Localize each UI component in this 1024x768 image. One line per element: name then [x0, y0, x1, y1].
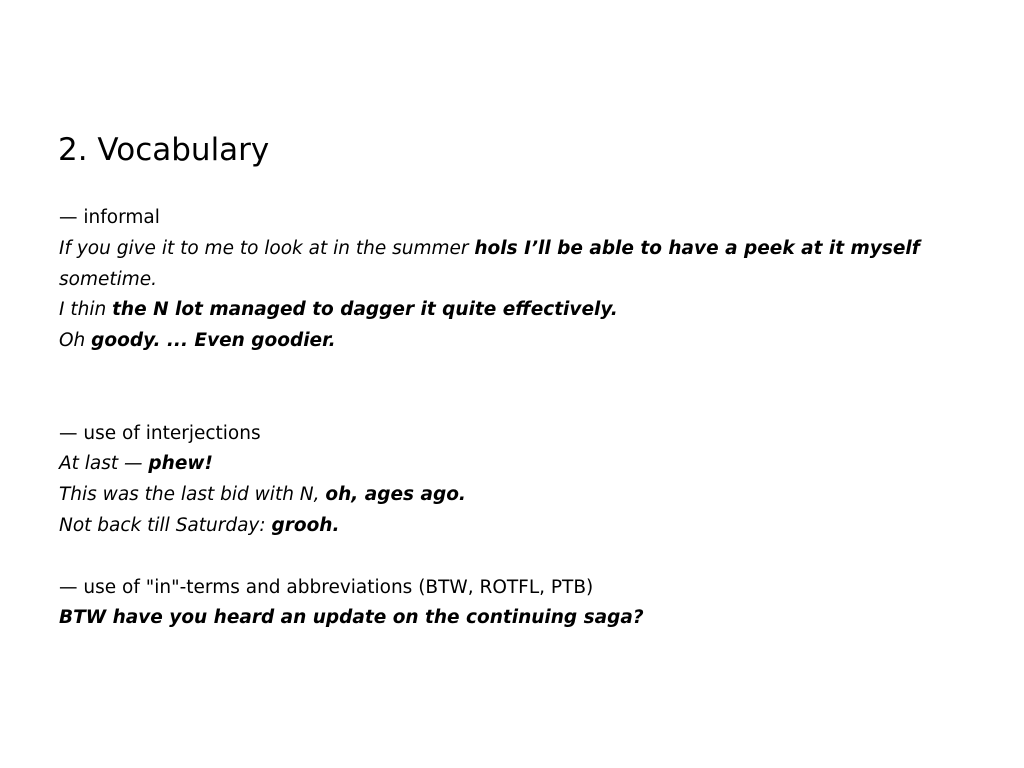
example-text: If you give it to me to look at in the summer: [59, 237, 475, 259]
slide-body: [59, 203, 939, 634]
section-heading: — use of "in"-terms and abbreviations (BTW, ROTFL, PTB): [59, 576, 594, 598]
section-abbreviations: [59, 573, 939, 635]
example-line: [59, 449, 939, 480]
spacer: [59, 542, 939, 573]
example-emphasis: oh, ages ago.: [325, 484, 466, 506]
section-informal: [59, 203, 939, 357]
example-text: Oh: [59, 330, 92, 352]
example-line: [59, 603, 939, 634]
example-emphasis: phew!: [148, 453, 213, 475]
example-emphasis: the N lot managed to dagger it quite effectively.: [112, 299, 618, 321]
example-text: At last —: [59, 453, 149, 475]
example-line: [59, 511, 939, 542]
example-emphasis: goody. ... Even goodier.: [91, 330, 336, 352]
example-emphasis: hols I’ll be able to have a peek at it myself: [474, 237, 920, 259]
slide-title: 2. Vocabulary: [58, 132, 270, 168]
example-emphasis: grooh.: [271, 514, 340, 536]
example-text: I thin: [59, 299, 113, 321]
section-heading: — informal: [59, 207, 160, 228]
example-line: [59, 326, 939, 357]
example-line: [59, 480, 939, 511]
spacer: [59, 357, 939, 419]
section-interjections: [59, 419, 939, 542]
example-line: [59, 295, 939, 326]
section-heading: — use of interjections: [59, 422, 261, 444]
example-text: Not back till Saturday:: [59, 514, 272, 536]
example-text: This was the last bid with N,: [59, 484, 326, 506]
example-emphasis: BTW have you heard an update on the continuing saga?: [59, 607, 644, 629]
example-line: [59, 234, 939, 296]
example-text: sometime.: [59, 268, 158, 290]
